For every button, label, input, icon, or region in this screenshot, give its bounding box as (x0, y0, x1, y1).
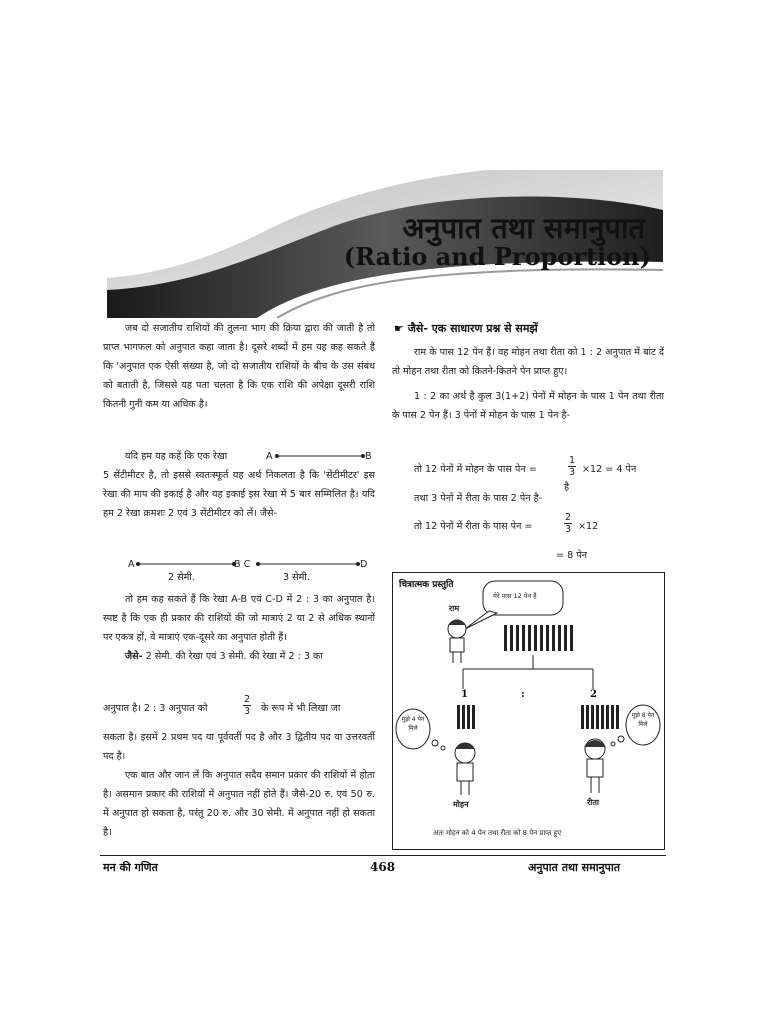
text-line: 2 या 2 से अधिक स्थानों पर एकत्र हों, वे मात्राएं एक-दूसरे का (103, 613, 375, 643)
equation-reeta (414, 512, 664, 542)
para-line-ab (125, 447, 375, 466)
text-line: शब्दों में हम यह कह सकते हैं कि 'अनुपात एक ऐसी संख्या है, (103, 342, 375, 372)
ratio-label-colon: : (521, 689, 525, 700)
text-line: 'सेंटीमीटर' इस रेखा की माप की इकाई है और यह इकाई इस (103, 470, 375, 500)
text-line: 20 रु. और 30 सेमी. में अनुपात नहीं हो सकता है। (103, 808, 375, 838)
text-line: अनुपात होती हैं। (230, 632, 287, 643)
text-line: तो हम कह सकते हैं कि रेखा A-B एवं C-D में 2 : 3 का (125, 594, 333, 605)
length-label-ab: 2 सेमी. (168, 572, 195, 583)
example-heading (394, 321, 664, 336)
pointing-hand-icon: ☛ (394, 322, 404, 335)
fraction-2-3 (243, 694, 251, 717)
pictorial-diagram (392, 572, 665, 850)
text-line: 1 : 2 का अर्थ है कुल 3(1+2) पेनों में मोहन के पास 1 पेन (414, 391, 629, 402)
point-label-a: A (266, 451, 273, 462)
para-fraction-line (103, 694, 375, 724)
text-line: ×12 (578, 521, 599, 532)
footer-book-title: मन की गणित (103, 861, 158, 874)
fraction-numerator: 2 (565, 512, 572, 523)
fraction-denominator: 3 (244, 706, 251, 717)
page-title-hindi: अनुपात तथा समानुपात (402, 211, 645, 245)
text-line: अनुपात है। 2 : 3 अनुपात को (103, 703, 208, 714)
text-line: तथा रीता के पास 2 पेन हैं। 3 पेनों में मोहन के पास 1 पेन है- (392, 391, 664, 421)
right-problem (392, 343, 664, 425)
ratio-label-one: 1 (461, 689, 468, 700)
text-line: अनुपात है। स्पष्ट है कि एक ही प्रकार की राशियों की जो मात्राएं (103, 594, 375, 624)
boy-ram-figure (448, 620, 466, 663)
diagram-graphic (393, 573, 664, 849)
footer-chapter-title: अनुपात तथा समानुपात (528, 861, 621, 874)
text-line: एक बात और जान लें कि अनुपात सदैव समान प्रकार की (125, 770, 321, 781)
para-ratio-example (103, 590, 375, 666)
text-line: होते हैं। जैसे-20 रु. एवं 50 रु. में अनुपात हो सकता है, परंतु (103, 789, 375, 819)
page-title-english: (Ratio and Proportion) (343, 242, 651, 271)
text-line: तो 12 पेनों में रीता के पास पेन = (414, 521, 533, 532)
fraction-denominator: 3 (569, 467, 576, 478)
label-ram: राम (449, 604, 460, 613)
label-mohan: मोहन (453, 800, 469, 809)
text-line: हुए। (553, 366, 568, 377)
text-line: 2 सेमी. की रेखा एवं 3 सेमी. की रेखा में 2 : 3 का (145, 651, 323, 662)
text-line: सेंटीमीटर को लें। जैसे- (199, 508, 277, 519)
label-reeta: रीता (587, 798, 599, 807)
equation-mohan (414, 455, 664, 493)
equation-result (556, 546, 656, 565)
ratio-label-two: 2 (590, 689, 597, 700)
heading-text: जैसे- एक साधारण प्रश्न से समझें (407, 322, 538, 335)
text-line: = 8 पेन (556, 550, 588, 561)
girl-reeta-figure (584, 739, 606, 793)
text-line: ×12 = 4 पेन (582, 464, 637, 475)
left-column (103, 319, 375, 414)
text-line: के रूप में भी लिखा जा (261, 703, 341, 714)
text-line: सकता है। इसमें 2 प्रथम पद या पूर्ववर्ती पद है और 3 द्वितीय पद (103, 732, 331, 743)
fraction-numerator: 2 (244, 694, 251, 705)
diagram-conclusion: अतः मोहन को 4 पेन तथा रीता को 8 पेन प्राप्त हुए (433, 829, 562, 837)
point-label-d: D (360, 559, 368, 570)
point-label-a: A (128, 559, 135, 570)
text-line: यदि हम यह कहें कि एक रेखा (125, 451, 228, 462)
para-units (103, 466, 375, 523)
length-label-cd: 3 सेमी. (283, 572, 310, 583)
text-line: जो दो सजातीय राशियों के बीच के उस संबंध को बताती है, (103, 361, 375, 391)
thought-reeta-text: मुझे 8 पेन मिले (631, 712, 655, 728)
text-line: जब दो सजातीय राशियों की तुलना भाग की क्रिया द्वारा (125, 323, 320, 334)
para-terms (103, 728, 375, 842)
fraction-denominator: 3 (565, 524, 572, 535)
page-number: 468 (370, 860, 396, 874)
text-line: की जाती है तो प्राप्त भागफल को अनुपात कहा जाता है। दूसरे (103, 323, 376, 353)
example-label: जैसे- (125, 651, 143, 662)
segments-figure (128, 555, 378, 587)
point-label-b: B (365, 451, 372, 462)
fraction-1-3 (568, 455, 576, 478)
thought-mohan-text: मुझे 4 पेन मिले (401, 716, 425, 732)
text-line: राम के पास 12 पेन हैं। वह मोहन तथा रीता को 1 : 2 (414, 347, 603, 358)
equation-reeta-ratio (414, 489, 664, 508)
diagram-title: चित्रात्मक प्रस्तुति (399, 580, 454, 590)
text-line: है (564, 482, 570, 493)
footer-rule (100, 855, 666, 856)
text-line: 5 सेंटीमीटर है, तो इससे स्वतःस्फूर्त यह अर्थ निकलता है कि (103, 470, 320, 481)
point-label-bc: B C (234, 559, 251, 570)
text-line: अनुपात में बांट दें तो मोहन तथा रीता को कितने-कितने पेन प्राप्त (392, 347, 665, 377)
text-line: रेखा में 5 बार सम्मिलित है। यदि हम 2 रेखा क्रमशः 2 एवं 3 (103, 489, 375, 519)
text-line: जिससे यह पता चलता है कि एक राशि की अपेक्षा दूसरी राशि (154, 380, 375, 391)
speech-bubble-text: मेरे पास 12 पेन है (493, 592, 537, 600)
text-line: तथा 3 पेनों में रीता के पास 2 पेन है- (414, 493, 543, 504)
title-banner (107, 170, 663, 318)
pens-eight (581, 705, 619, 729)
text-line: या उत्तरवर्ती पद है। (103, 732, 375, 762)
para-definition (103, 319, 375, 414)
text-line: कितनी गुनी कम या अधिक है। (103, 399, 208, 410)
line-ab-graphic (275, 451, 365, 461)
pens-four (457, 705, 475, 729)
pens-twelve (504, 625, 573, 651)
text-line: राशियों में होता है। असमान प्रकार की राशियों में अनुपात नहीं (103, 770, 375, 800)
boy-mohan-figure (455, 743, 475, 795)
text-line: तो 12 पेनों में मोहन के पास पेन = (414, 464, 537, 475)
fraction-numerator: 1 (569, 455, 576, 466)
fraction-2-3 (564, 512, 572, 535)
